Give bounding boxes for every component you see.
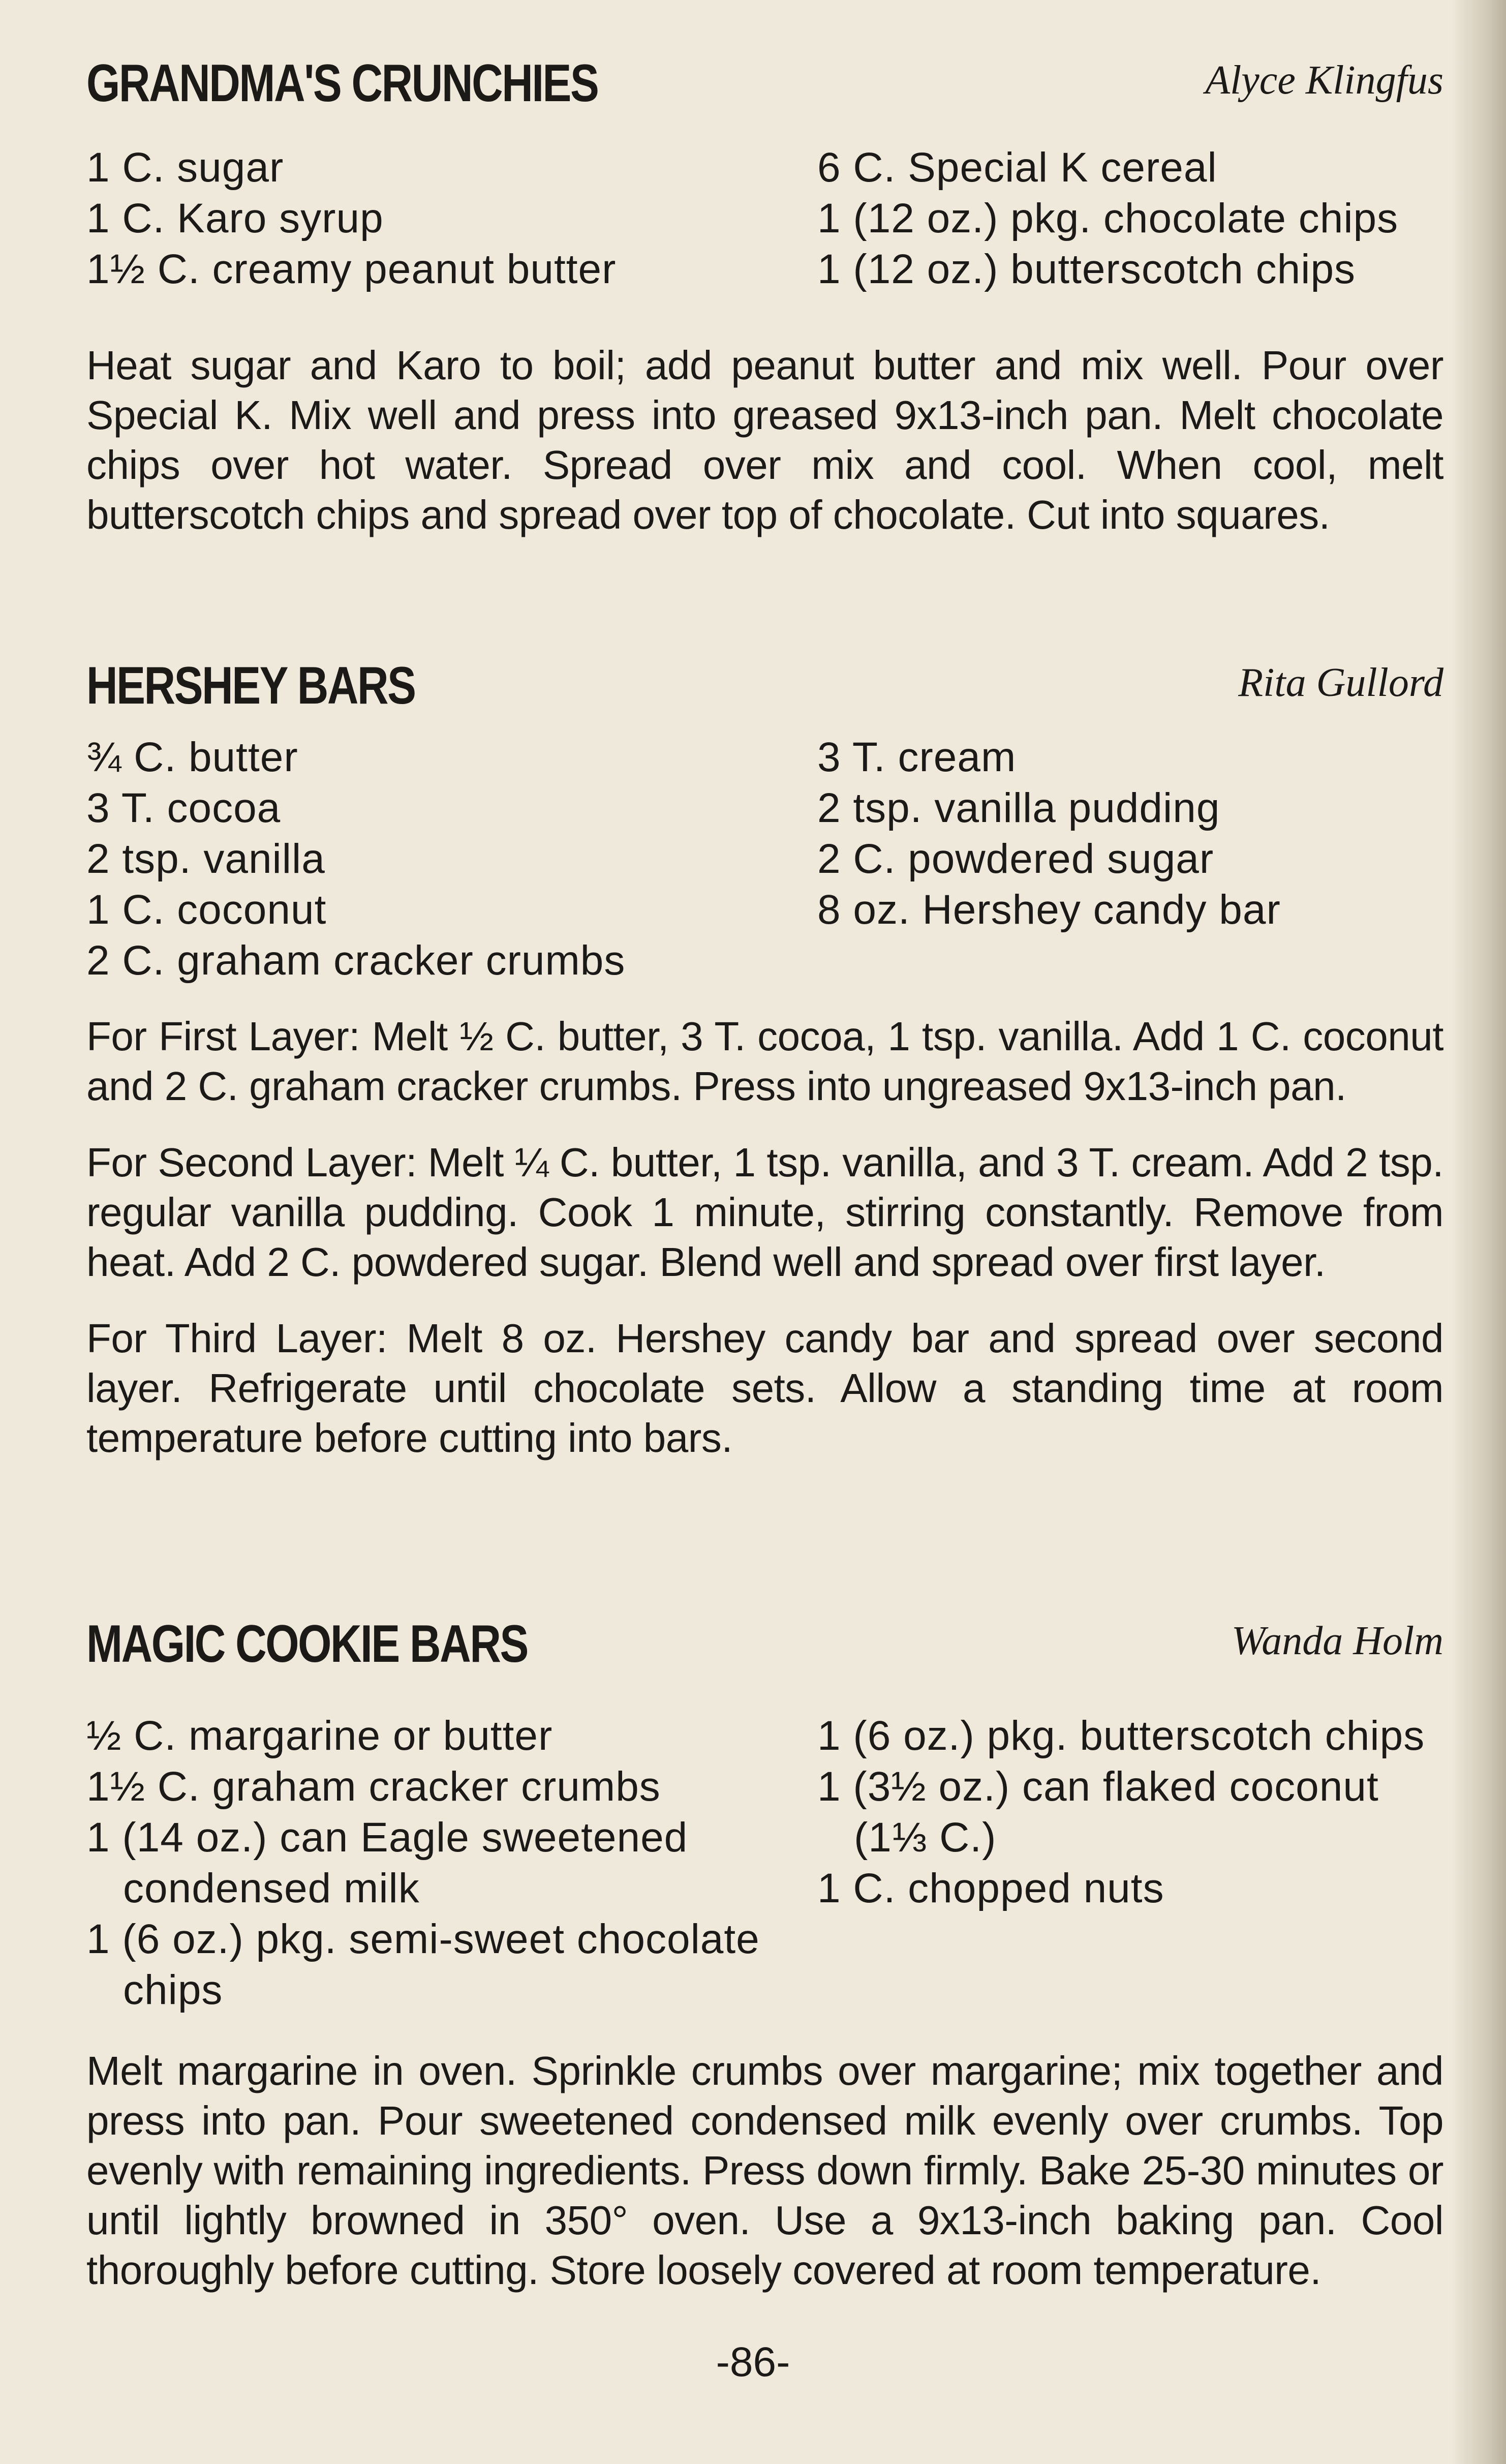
recipe-header [86, 1614, 1443, 1680]
recipe-header [86, 53, 1443, 119]
recipe-hershey-bars [86, 656, 1443, 1489]
direction-paragraph: For Third Layer: Melt 8 oz. Hershey candy bar and spread over second layer. Refrigerate until chocolate sets. Allow a standing time at room temperature before cutting into bars. [86, 1316, 1443, 1461]
ingredient: 2 C. graham cracker crumbs [86, 937, 626, 984]
direction-paragraph: Melt margarine in oven. Sprinkle crumbs over margarine; mix together and press into pan. Pour sweetened condensed milk evenly over crumbs. Top evenly with remaining ingredients. Press down firmly. Bake 25-30 minutes or until lightly browned in 350° oven. Use a 9x13-inch baking pan. Cool thoroughly before cutting. Store loosely covered at room temperature. [86, 2048, 1443, 2293]
ingredient: 2 C. powdered sugar [817, 836, 1214, 882]
recipe-title: HERSHEY BARS [86, 656, 415, 715]
ingredient: 1½ C. creamy peanut butter [86, 246, 617, 292]
direction-paragraph: For Second Layer: Melt ¼ C. butter, 1 tsp. vanilla, and 3 T. cream. Add 2 tsp. regular vanilla pudding. Cook 1 minute, stirring constantly. Remove from heat. Add 2 C. powdered sugar. Blend well and spread over first layer. [86, 1140, 1443, 1285]
ingredients-left-column [86, 1711, 788, 2016]
ingredient: 1 C. coconut [86, 887, 327, 933]
ingredients-right-column [817, 142, 1448, 295]
ingredients [86, 142, 1443, 295]
recipe-title: MAGIC COOKIE BARS [86, 1615, 528, 1674]
ingredient: 1 C. chopped nuts [817, 1865, 1164, 1911]
ingredient: 1 C. Karo syrup [86, 195, 384, 241]
ingredients-right-column [817, 732, 1448, 935]
page-edge-shadow [1450, 0, 1506, 2464]
ingredients-right-column [817, 1711, 1448, 1914]
directions [86, 1012, 1443, 1463]
ingredient: 2 tsp. vanilla pudding [817, 785, 1220, 831]
recipe-title: GRANDMA'S CRUNCHIES [86, 54, 598, 113]
ingredient: 6 C. Special K cereal [817, 144, 1217, 191]
recipe-author: Alyce Klingfus [1205, 58, 1443, 103]
ingredient-continuation: condensed milk [123, 1865, 420, 1911]
recipe-author: Wanda Holm [1231, 1619, 1443, 1663]
recipe-magic-cookie-bars [86, 1614, 1443, 2322]
ingredient: 1 (3½ oz.) can flaked coconut [817, 1763, 1379, 1810]
ingredient: ½ C. margarine or butter [86, 1713, 553, 1759]
ingredient-continuation: (1⅓ C.) [854, 1814, 997, 1861]
directions [86, 2046, 1443, 2295]
recipe-author: Rita Gullord [1238, 660, 1443, 705]
ingredient: 1½ C. graham cracker crumbs [86, 1763, 661, 1810]
directions [86, 341, 1443, 540]
ingredients [86, 1711, 1443, 2016]
ingredient: 1 C. sugar [86, 144, 284, 191]
ingredient: ¾ C. butter [86, 734, 298, 780]
ingredient: 1 (14 oz.) can Eagle sweetened [86, 1814, 688, 1861]
page-number: -86- [716, 2339, 790, 2385]
recipe-grandmas-crunchies [86, 53, 1443, 566]
ingredient: 1 (12 oz.) pkg. chocolate chips [817, 195, 1399, 241]
ingredient: 1 (6 oz.) pkg. semi-sweet chocolate [86, 1916, 760, 1962]
recipe-header [86, 656, 1443, 722]
ingredient-continuation: chips [123, 1967, 223, 2013]
ingredient: 8 oz. Hershey candy bar [817, 887, 1281, 933]
ingredients [86, 732, 1443, 986]
ingredient: 3 T. cream [817, 734, 1017, 780]
ingredients-left-column [86, 142, 788, 295]
direction-paragraph: Heat sugar and Karo to boil; add peanut butter and mix well. Pour over Special K. Mix well and press into greased 9x13-inch pan. Melt chocolate chips over hot water. Spread over mix and cool. When cool, melt butterscotch chips and spread over top of chocolate. Cut into squares. [86, 343, 1443, 537]
ingredient: 2 tsp. vanilla [86, 836, 325, 882]
ingredient: 1 (6 oz.) pkg. butterscotch chips [817, 1713, 1425, 1759]
direction-paragraph: For First Layer: Melt ½ C. butter, 3 T. cocoa, 1 tsp. vanilla. Add 1 C. coconut and 2 C. graham cracker crumbs. Press into ungreased 9x13-inch pan. [86, 1014, 1443, 1109]
ingredients-left-column [86, 732, 788, 986]
ingredient: 3 T. cocoa [86, 785, 281, 831]
ingredient: 1 (12 oz.) butterscotch chips [817, 246, 1356, 292]
